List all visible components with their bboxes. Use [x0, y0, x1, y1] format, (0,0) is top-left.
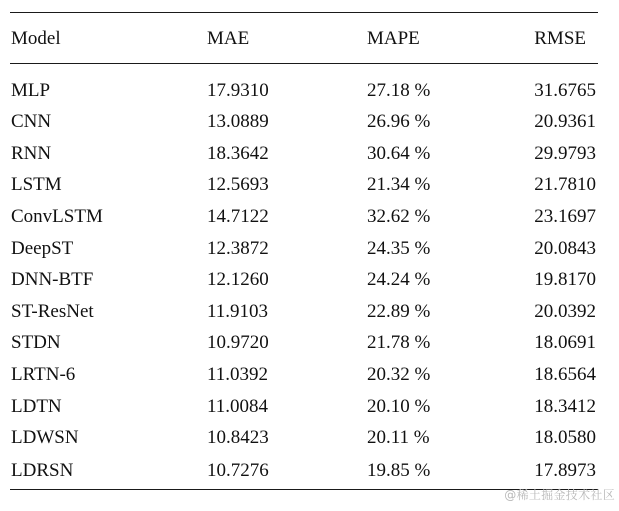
cell-mape: 26.96 %: [367, 111, 431, 133]
cell-model: LDTN: [11, 395, 62, 417]
table-row: [10, 201, 598, 233]
cell-model: RNN: [11, 142, 52, 164]
cell-rmse: 18.3412: [534, 395, 596, 417]
cell-mae: 12.5693: [207, 174, 269, 196]
cell-rmse: 17.8973: [534, 460, 596, 482]
table-row: [10, 422, 598, 454]
cell-model: DNN-BTF: [11, 269, 94, 291]
table-row: [10, 232, 598, 264]
cell-mape: 20.10 %: [367, 395, 431, 417]
header-row: [10, 13, 598, 63]
cell-model: MLP: [11, 79, 51, 101]
cell-model: LDRSN: [11, 460, 74, 482]
table-header: [10, 13, 598, 63]
table-row: [10, 327, 598, 359]
results-table-body: [10, 64, 598, 488]
cell-rmse: 18.0580: [534, 427, 596, 449]
cell-rmse: 21.7810: [534, 174, 596, 196]
results-table-container: [10, 12, 598, 488]
cell-mape: 19.85 %: [367, 460, 431, 482]
cell-model: LDWSN: [11, 427, 79, 449]
cell-rmse: 18.0691: [534, 332, 596, 354]
cell-mape: 21.78 %: [367, 332, 431, 354]
table-body: [10, 64, 598, 488]
cell-mape: 27.18 %: [367, 79, 431, 101]
cell-rmse: 18.6564: [534, 364, 596, 386]
header-rmse: RMSE: [534, 27, 586, 49]
cell-mape: 22.89 %: [367, 300, 431, 322]
cell-model: CNN: [11, 111, 52, 133]
table-row: [10, 138, 598, 170]
cell-mae: 12.3872: [207, 237, 269, 259]
table-row: [10, 359, 598, 391]
cell-mape: 20.11 %: [367, 427, 430, 449]
header-mape: MAPE: [367, 27, 420, 49]
cell-model: ST-ResNet: [11, 300, 94, 322]
table-row: [10, 296, 598, 328]
cell-mae: 11.0084: [207, 395, 269, 417]
table-row: [10, 106, 598, 138]
cell-model: STDN: [11, 332, 61, 354]
cell-mae: 11.9103: [207, 300, 269, 322]
cell-rmse: 31.6765: [534, 79, 596, 101]
cell-mae: 11.0392: [207, 364, 269, 386]
cell-mape: 20.32 %: [367, 364, 431, 386]
header-model: Model: [11, 27, 61, 49]
cell-rmse: 19.8170: [534, 269, 596, 291]
cell-model: ConvLSTM: [11, 206, 103, 228]
cell-mae: 13.0889: [207, 111, 269, 133]
cell-rmse: 20.9361: [534, 111, 596, 133]
cell-mape: 24.35 %: [367, 237, 431, 259]
cell-mape: 24.24 %: [367, 269, 431, 291]
cell-mae: 17.9310: [207, 79, 269, 101]
cell-rmse: 29.9793: [534, 142, 596, 164]
cell-mae: 18.3642: [207, 142, 269, 164]
cell-mae: 10.9720: [207, 332, 269, 354]
cell-model: LRTN-6: [11, 364, 76, 386]
cell-rmse: 20.0392: [534, 300, 596, 322]
cell-mae: 14.7122: [207, 206, 269, 228]
header-mae: MAE: [207, 27, 250, 49]
watermark: @稀土掘金技术社区: [504, 488, 615, 502]
cell-model: DeepST: [11, 237, 74, 259]
cell-rmse: 23.1697: [534, 206, 596, 228]
cell-model: LSTM: [11, 174, 62, 196]
table-row: [10, 169, 598, 201]
table-row: [10, 264, 598, 296]
cell-mape: 21.34 %: [367, 174, 431, 196]
cell-mape: 30.64 %: [367, 142, 431, 164]
cell-mae: 10.7276: [207, 460, 269, 482]
cell-mape: 32.62 %: [367, 206, 431, 228]
table-row: [10, 64, 598, 106]
results-table: [10, 13, 598, 63]
cell-rmse: 20.0843: [534, 237, 596, 259]
table-row: [10, 390, 598, 422]
cell-mae: 12.1260: [207, 269, 269, 291]
cell-mae: 10.8423: [207, 427, 269, 449]
table-row: [10, 454, 598, 488]
